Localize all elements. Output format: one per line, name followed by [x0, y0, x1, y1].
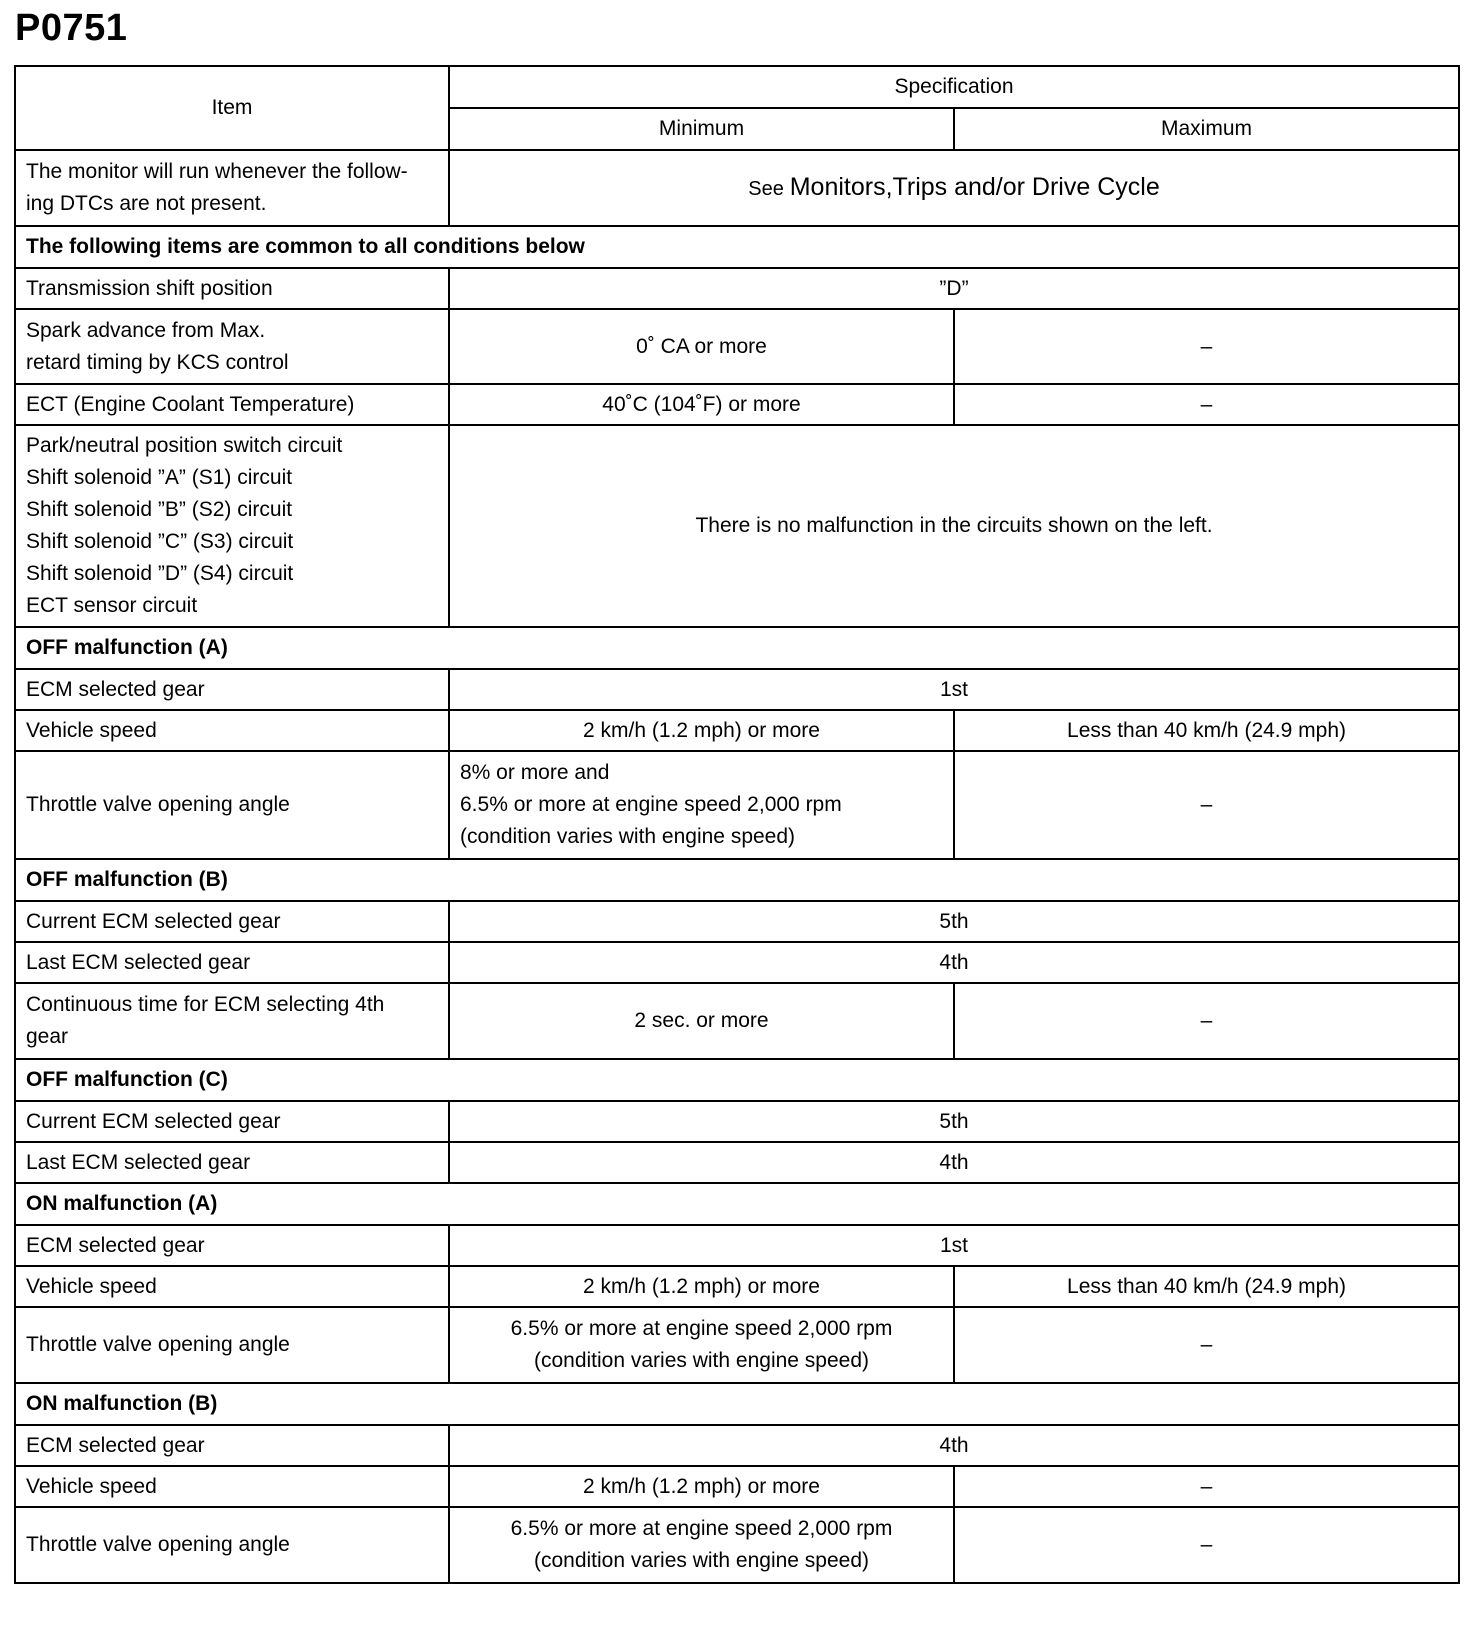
minimum-cell: [449, 751, 954, 859]
minimum-line: 8% or more and: [460, 761, 610, 784]
maximum-cell: –: [954, 751, 1459, 859]
maximum-cell: Less than 40 km/h (24.9 mph): [954, 1266, 1459, 1307]
circuit-item: Shift solenoid ”D” (S4) circuit: [26, 562, 294, 585]
table-row: [15, 150, 1459, 226]
circuit-item: Shift solenoid ”A” (S1) circuit: [26, 466, 293, 489]
circuit-item: Shift solenoid ”B” (S2) circuit: [26, 498, 293, 521]
minimum-line: 6.5% or more at engine speed 2,000 rpm: [510, 1317, 893, 1340]
item-cell: [15, 309, 449, 384]
item-cell: ECM selected gear: [15, 1425, 449, 1466]
monitor-item-cell: [15, 150, 449, 226]
section-heading-row: [15, 226, 1459, 268]
maximum-cell: Less than 40 km/h (24.9 mph): [954, 710, 1459, 751]
item-cell: ECT (Engine Coolant Temperature): [15, 384, 449, 425]
value-cell: There is no malfunction in the circuits shown on the left.: [449, 425, 1459, 627]
common-heading: The following items are common to all conditions below: [15, 226, 1459, 268]
circuit-item: Park/neutral position switch circuit: [26, 434, 343, 457]
maximum-cell: –: [954, 1507, 1459, 1583]
table-row: [15, 1507, 1459, 1583]
minimum-cell: 2 km/h (1.2 mph) or more: [449, 1266, 954, 1307]
table-row: [15, 1101, 1459, 1142]
table-row: [15, 1225, 1459, 1266]
minimum-cell: 40˚C (104˚F) or more: [449, 384, 954, 425]
circuits-item-cell: [15, 425, 449, 627]
table-row: [15, 425, 1459, 627]
value-cell: 4th: [449, 942, 1459, 983]
section-heading-row: [15, 627, 1459, 669]
on-a-heading: ON malfunction (A): [15, 1183, 1459, 1225]
section-heading-row: [15, 1059, 1459, 1101]
table-row: [15, 384, 1459, 425]
minimum-line: (condition varies with engine speed): [460, 825, 796, 848]
table-row: [15, 710, 1459, 751]
off-b-heading: OFF malfunction (B): [15, 859, 1459, 901]
off-c-heading: OFF malfunction (C): [15, 1059, 1459, 1101]
value-cell: 4th: [449, 1425, 1459, 1466]
table-row: [15, 901, 1459, 942]
table-row: [15, 1266, 1459, 1307]
off-a-heading: OFF malfunction (A): [15, 627, 1459, 669]
minimum-cell: 2 km/h (1.2 mph) or more: [449, 1466, 954, 1507]
maximum-cell: –: [954, 1307, 1459, 1383]
monitors-link[interactable]: Monitors,Trips and/or Drive Cycle: [789, 173, 1160, 201]
item-cell: Vehicle speed: [15, 1266, 449, 1307]
circuit-item: Shift solenoid ”C” (S3) circuit: [26, 530, 294, 553]
minimum-line: (condition varies with engine speed): [533, 1549, 870, 1572]
monitor-item-line: The monitor will run whenever the follow-: [26, 160, 408, 183]
table-row: [15, 268, 1459, 309]
item-cell: ECM selected gear: [15, 669, 449, 710]
maximum-cell: –: [954, 309, 1459, 384]
minimum-line: 6.5% or more at engine speed 2,000 rpm: [510, 1517, 893, 1540]
maximum-cell: –: [954, 983, 1459, 1059]
section-heading-row: [15, 1183, 1459, 1225]
item-cell: [15, 983, 449, 1059]
minimum-cell: [449, 1507, 954, 1583]
item-cell: ECM selected gear: [15, 1225, 449, 1266]
item-cell: Last ECM selected gear: [15, 1142, 449, 1183]
table-row: [15, 1425, 1459, 1466]
value-cell: 5th: [449, 1101, 1459, 1142]
see-prefix: See: [748, 178, 784, 200]
value-cell: 1st: [449, 1225, 1459, 1266]
minimum-cell: 2 km/h (1.2 mph) or more: [449, 710, 954, 751]
circuit-item: ECT sensor circuit: [26, 594, 198, 617]
minimum-cell: [449, 1307, 954, 1383]
minimum-line: 6.5% or more at engine speed 2,000 rpm: [460, 793, 842, 816]
monitor-item-line: ing DTCs are not present.: [26, 192, 267, 215]
item-cell: Current ECM selected gear: [15, 901, 449, 942]
table-row: [15, 309, 1459, 384]
item-line: retard timing by KCS control: [26, 350, 289, 374]
item-cell: Current ECM selected gear: [15, 1101, 449, 1142]
item-line: gear: [26, 1025, 69, 1048]
maximum-cell: –: [954, 384, 1459, 425]
item-cell: Throttle valve opening angle: [15, 1507, 449, 1583]
item-cell: Vehicle speed: [15, 710, 449, 751]
item-header: Item: [15, 66, 449, 150]
item-cell: Throttle valve opening angle: [15, 751, 449, 859]
item-cell: Last ECM selected gear: [15, 942, 449, 983]
section-heading-row: [15, 859, 1459, 901]
table-row: [15, 1466, 1459, 1507]
item-cell: Transmission shift position: [15, 268, 449, 309]
on-b-heading: ON malfunction (B): [15, 1383, 1459, 1425]
value-cell: 1st: [449, 669, 1459, 710]
table-row: [15, 942, 1459, 983]
page-title: P0751: [15, 7, 128, 49]
maximum-header: Maximum: [954, 108, 1459, 150]
table-row: [15, 1142, 1459, 1183]
specification-table: [14, 65, 1460, 1584]
value-cell: ”D”: [449, 268, 1459, 309]
item-line: Continuous time for ECM selecting 4th: [26, 993, 385, 1016]
specification-header: Specification: [449, 66, 1459, 108]
table-row: [15, 1307, 1459, 1383]
item-cell: Throttle valve opening angle: [15, 1307, 449, 1383]
table-row: [15, 983, 1459, 1059]
minimum-line: (condition varies with engine speed): [533, 1349, 870, 1372]
header-row: [15, 66, 1459, 108]
table-row: [15, 669, 1459, 710]
section-heading-row: [15, 1383, 1459, 1425]
minimum-header: Minimum: [449, 108, 954, 150]
value-cell: 5th: [449, 901, 1459, 942]
value-cell: 4th: [449, 1142, 1459, 1183]
minimum-cell: 2 sec. or more: [449, 983, 954, 1059]
monitor-spec-cell: [449, 150, 1459, 226]
table-row: [15, 751, 1459, 859]
maximum-cell: –: [954, 1466, 1459, 1507]
minimum-cell: 0˚ CA or more: [449, 309, 954, 384]
item-line: Spark advance from Max.: [26, 318, 266, 342]
item-cell: Vehicle speed: [15, 1466, 449, 1507]
